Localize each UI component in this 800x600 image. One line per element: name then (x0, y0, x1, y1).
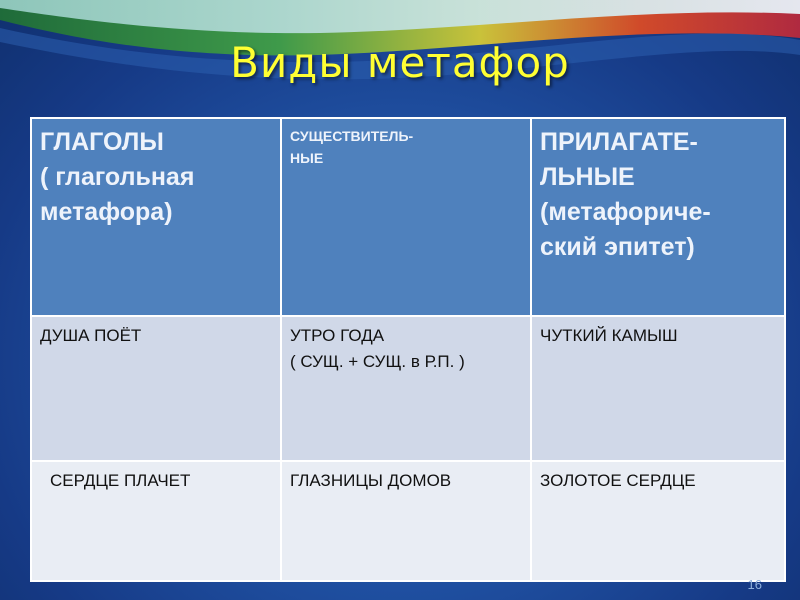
table-header-row (31, 118, 785, 316)
slide-page-number: 16 (747, 577, 762, 592)
header-line: СУЩЕСТВИТЕЛЬ- (290, 128, 414, 144)
table-cell (281, 461, 531, 581)
table-cell (31, 316, 281, 461)
table-row (31, 316, 785, 461)
table-cell (531, 461, 785, 581)
table-cell (531, 316, 785, 461)
header-line: (метафориче- (540, 198, 711, 226)
header-cell-verbs (31, 118, 281, 316)
table-cell (281, 316, 531, 461)
cell-text: УТРО ГОДА (290, 326, 385, 345)
table-row (31, 461, 785, 581)
cell-text: ГЛАЗНИЦЫ ДОМОВ (290, 471, 452, 490)
header-line: ( глагольная (40, 163, 195, 191)
header-cell-nouns (281, 118, 531, 316)
header-line: ЛЬНЫЕ (540, 163, 635, 191)
metaphor-types-table (30, 117, 786, 582)
header-line: метафора) (40, 198, 173, 226)
cell-text: ЗОЛОТОЕ СЕРДЦЕ (540, 471, 696, 490)
table-cell (31, 461, 281, 581)
cell-text: ДУША ПОЁТ (40, 326, 142, 345)
header-line: НЫЕ (290, 150, 324, 166)
cell-text: СЕРДЦЕ ПЛАЧЕТ (50, 471, 191, 490)
cell-text: ЧУТКИЙ КАМЫШ (540, 326, 678, 345)
slide-title: Виды метафор (230, 38, 570, 87)
header-cell-adjectives (531, 118, 785, 316)
header-line: ГЛАГОЛЫ (40, 128, 164, 156)
header-line: ПРИЛАГАТЕ- (540, 128, 698, 156)
header-line: ский эпитет) (540, 233, 695, 261)
cell-text: ( СУЩ. + СУЩ. в Р.П. ) (290, 352, 465, 371)
